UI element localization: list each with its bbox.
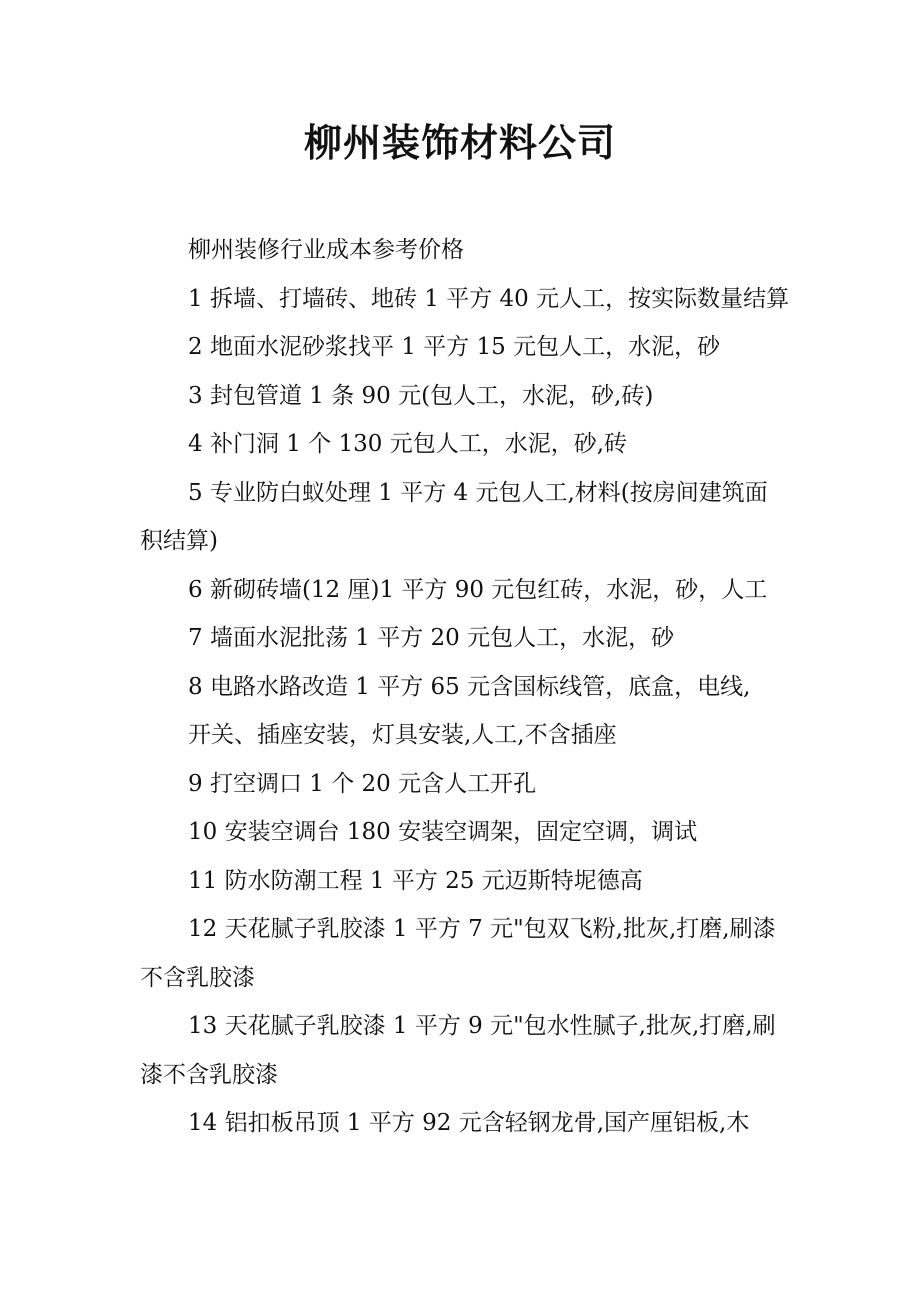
paragraph-item-14: 14 铝扣板吊顶 1 平方 92 元含轻钢龙骨,国产厘铝板,木: [188, 1110, 750, 1136]
paragraph-item-2: 2 地面水泥砂浆找平 1 平方 15 元包人工，水泥，砂: [188, 334, 721, 360]
paragraph-item-8-continued: 开关、插座安装，灯具安装,人工,不含插座: [188, 722, 617, 748]
paragraph-item-3: 3 封包管道 1 条 90 元(包人工，水泥，砂,砖): [188, 382, 654, 409]
paragraph-intro: 柳州装修行业成本参考价格: [188, 237, 464, 263]
paragraph-item-1: 1 拆墙、打墙砖、地砖 1 平方 40 元人工，按实际数量结算: [188, 285, 790, 312]
document-title: 柳州装饰材料公司: [303, 120, 616, 165]
paragraph-item-6: 6 新砌砖墙(12 厘)1 平方 90 元包红砖，水泥，砂，人工: [188, 576, 768, 603]
paragraph-item-7: 7 墙面水泥批荡 1 平方 20 元包人工，水泥，砂: [188, 625, 675, 651]
paragraph-item-4: 4 补门洞 1 个 130 元包人工，水泥，砂,砖: [188, 431, 628, 457]
paragraph-item-10: 10 安装空调台 180 安装空调架，固定空调，调试: [188, 819, 698, 845]
paragraph-item-13: 13 天花腻子乳胶漆 1 平方 9 元"包水性腻子,批灰,打磨,刷漆不含乳胶漆: [140, 1013, 776, 1088]
paragraph-item-11: 11 防水防潮工程 1 平方 25 元迈斯特坭德高: [188, 867, 643, 894]
paragraph-item-12: 12 天花腻子乳胶漆 1 平方 7 元"包双飞粉,批灰,打磨,刷漆不含乳胶漆: [140, 916, 776, 991]
paragraph-item-9: 9 打空调口 1 个 20 元含人工开孔: [188, 770, 537, 797]
paragraph-item-8: 8 电路水路改造 1 平方 65 元含国标线管，底盒，电线,: [188, 673, 751, 700]
paragraph-item-5: 5 专业防白蚁处理 1 平方 4 元包人工,材料(按房间建筑面积结算): [140, 479, 768, 554]
document-body: [140, 226, 790, 1148]
